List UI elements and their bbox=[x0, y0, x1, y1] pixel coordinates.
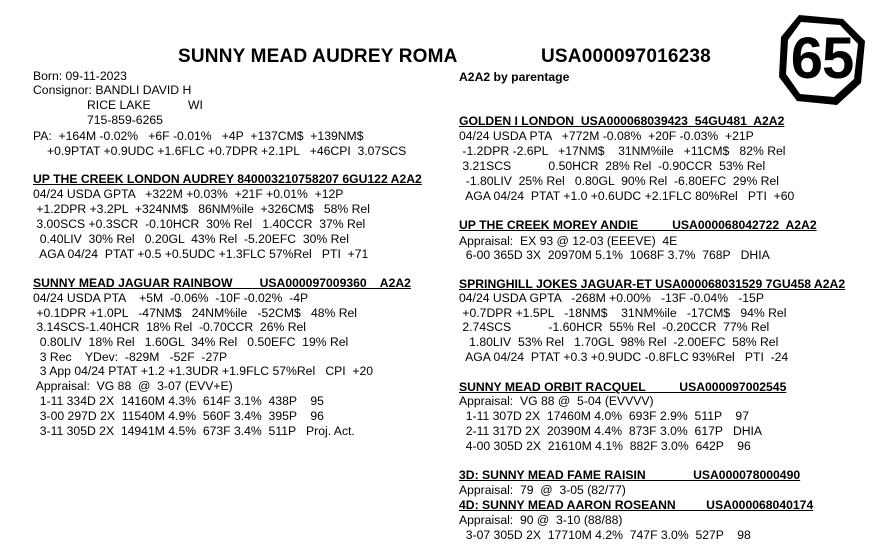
g3-heading: 3D: SUNNY MEAD FAME RAISIN USA000078000490 bbox=[459, 468, 801, 482]
mgs-line: AGA 04/24 PTAT +1.0 +0.6UDC +2.1FLC 80%Rel PTI +60 bbox=[459, 189, 795, 203]
animal-name: SUNNY MEAD AUDREY ROMA bbox=[178, 46, 458, 67]
birth-date: Born: 09-11-2023 bbox=[33, 69, 127, 83]
dam-line: 3-00 297D 2X 11540M 4.9% 560F 3.4% 395P 96 bbox=[33, 409, 324, 423]
sire-line: 0.40LIV 30% Rel 0.20GL 43% Rel -5.20EFC 30% Rel bbox=[33, 232, 349, 246]
pa-line-1: PA: +164M -0.02% +6F -0.01% +4P +137CM$ +139NM$ bbox=[33, 129, 364, 143]
dam-line: 3.14SCS-1.40HCR 18% Rel -0.70CCR 26% Rel bbox=[33, 320, 306, 334]
pa-line-2: +0.9PTAT +0.9UDC +1.6FLC +0.7DPR +2.1PL +46CPI 3.07SCS bbox=[47, 144, 407, 158]
g2-line: 1-11 307D 2X 17460M 4.0% 693F 2.9% 511P 97 bbox=[459, 409, 749, 423]
mgs-line: 3.21SCS 0.50HCR 28% Rel -0.90CCR 53% Rel bbox=[459, 159, 766, 173]
dam-heading: SUNNY MEAD JAGUAR RAINBOW USA000097009360 A2A2 bbox=[33, 276, 411, 290]
score-value: 65 bbox=[790, 26, 854, 91]
mgs2-line: 2.74SCS -1.60HCR 55% Rel -0.20CCR 77% Rel bbox=[459, 320, 770, 334]
mgs-line: -1.2DPR -2.6PL +17NM$ 31NM%ile +11CM$ 82% Rel bbox=[459, 144, 786, 158]
registration-number: USA000097016238 bbox=[541, 46, 711, 67]
mgs2-line: +0.7DPR +1.5PL -18NM$ 31NM%ile -17CM$ 94% Rel bbox=[459, 306, 787, 320]
g2-heading: SUNNY MEAD ORBIT RACQUEL USA000097002545 bbox=[459, 380, 787, 394]
g4-line: Appraisal: 90 @ 3-10 (88/88) bbox=[459, 513, 623, 527]
dam-line: 3 App 04/24 PTAT +1.2 +1.3UDR +1.9FLC 57%Rel CPI +20 bbox=[33, 364, 374, 378]
sire-line: 3.00SCS +0.3SCR -0.10HCR 30% Rel 1.40CCR 37% Rel bbox=[33, 217, 366, 231]
dam-line: 0.80LIV 18% Rel 1.60GL 34% Rel 0.50EFC 19% Rel bbox=[33, 335, 349, 349]
sire-heading: UP THE CREEK LONDON AUDREY 840003210758207 6GU122 A2A2 bbox=[33, 172, 422, 186]
dam-line: 3 Rec YDev: -829M -52F -27P bbox=[33, 350, 228, 364]
mgd-line: Appraisal: EX 93 @ 12-03 (EEEVE) 4E bbox=[459, 234, 678, 248]
mgd-line: 6-00 365D 3X 20970M 5.1% 1068F 3.7% 768P DHIA bbox=[459, 248, 770, 262]
mgs2-line: 1.80LIV 53% Rel 1.70GL 98% Rel -2.00EFC 58% Rel bbox=[459, 335, 779, 349]
dam-line: 1-11 334D 2X 14160M 4.3% 614F 3.1% 438P 95 bbox=[33, 394, 324, 408]
g2-line: Appraisal: VG 88 @ 5-04 (EVVVV) bbox=[459, 394, 654, 408]
mgs-line: 04/24 USDA PTA +772M -0.08% +20F -0.03% +21P bbox=[459, 129, 754, 143]
sire-line: 04/24 USDA GPTA +322M +0.03% +21F +0.01% +12P bbox=[33, 187, 344, 201]
g3-line: Appraisal: 79 @ 3-05 (82/77) bbox=[459, 483, 626, 497]
consignor-state: WI bbox=[188, 98, 203, 112]
sire-line: +1.2DPR +3.2PL +324NM$ 86NM%ile +326CM$ 58% Rel bbox=[33, 202, 370, 216]
g4-heading: 4D: SUNNY MEAD AARON ROSEANN USA000068040174 bbox=[459, 498, 814, 512]
mgs-line: -1.80LIV 25% Rel 0.80GL 90% Rel -6.80EFC 29% Rel bbox=[459, 174, 779, 188]
consignor-city: RICE LAKE bbox=[87, 98, 151, 112]
g2-line: 4-00 305D 2X 21610M 4.1% 882F 3.0% 642P 96 bbox=[459, 439, 751, 453]
a2-status: A2A2 by parentage bbox=[459, 70, 570, 84]
g4-line: 3-07 305D 2X 17710M 4.2% 747F 3.0% 527P 98 bbox=[459, 528, 751, 542]
mgs2-heading: SPRINGHILL JOKES JAGUAR-ET USA000068031529 7GU458 A2A2 bbox=[459, 277, 846, 291]
mgs2-line: AGA 04/24 PTAT +0.3 +0.9UDC -0.8FLC 93%Rel PTI -24 bbox=[459, 350, 789, 364]
mgd-heading: UP THE CREEK MOREY ANDIE USA000068042722 A2A2 bbox=[459, 218, 817, 232]
dam-line: 3-11 305D 2X 14941M 4.5% 673F 3.4% 511P Proj. Act. bbox=[33, 424, 355, 438]
mgs-heading: GOLDEN I LONDON USA000068039423 54GU481 A2A2 bbox=[459, 114, 785, 128]
mgs2-line: 04/24 USDA GPTA -268M +0.00% -13F -0.04% -15P bbox=[459, 291, 764, 305]
dam-line: +0.1DPR +1.0PL -47NM$ 24NM%ile -52CM$ 48% Rel bbox=[33, 306, 358, 320]
sire-line: AGA 04/24 PTAT +0.5 +0.5UDC +1.3FLC 57%Rel PTI +71 bbox=[33, 247, 369, 261]
g2-line: 2-11 317D 2X 20390M 4.4% 873F 3.0% 617P DHIA bbox=[459, 424, 763, 438]
dam-line: 04/24 USDA PTA +5M -0.06% -10F -0.02% -4P bbox=[33, 291, 309, 305]
consignor-phone: 715-859-6265 bbox=[87, 113, 163, 127]
consignor: Consignor: BANDLI DAVID H bbox=[33, 83, 192, 97]
dam-line: Appraisal: VG 88 @ 3-07 (EVV+E) bbox=[33, 379, 233, 393]
